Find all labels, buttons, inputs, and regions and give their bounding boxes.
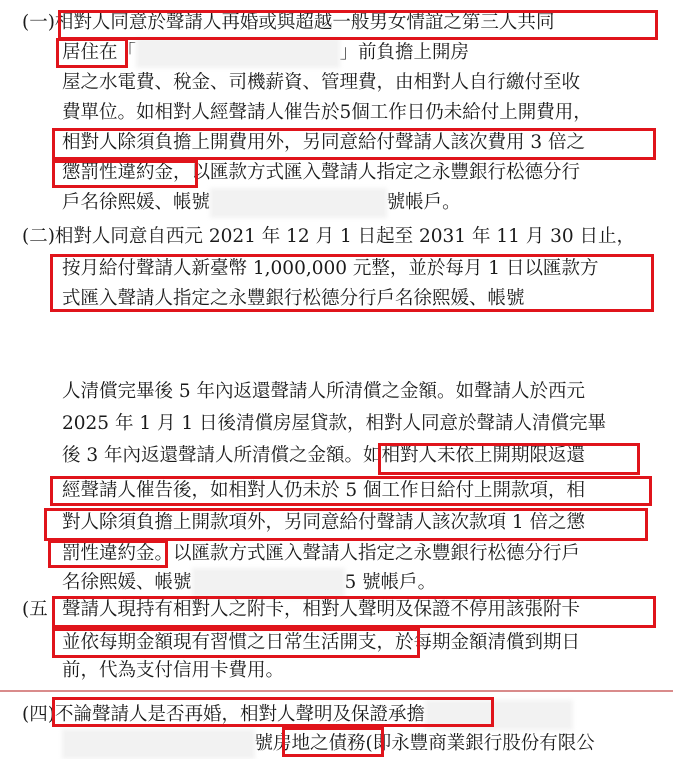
divider-line <box>0 690 673 692</box>
section5-line2 <box>62 729 595 759</box>
redacted-parcel <box>62 729 255 759</box>
section2-line2: 按月給付聲請人新臺幣 1,000,000 元整，並於每月 1 日以匯款方 <box>62 258 599 279</box>
section1-line5: 相對人除須負擔上開費用外，另同意給付聲請人該次費用 3 倍之 <box>62 132 586 153</box>
section3-line7-a: 名徐熙媛、帳號 <box>62 572 192 593</box>
section3-line6-a: 罰性違約金 <box>62 543 155 564</box>
section3-line3 <box>62 441 585 471</box>
section1-line7 <box>62 188 461 218</box>
section1-line7-b: 號帳戶。 <box>386 192 461 213</box>
section1-line2-a: 居住在「 <box>62 42 137 63</box>
section1-line6-b: ，以匯款方式匯入聲請人指定之永豐銀行松德分行 <box>173 162 581 183</box>
redacted-account-1 <box>210 188 387 218</box>
section1-line2 <box>62 38 469 68</box>
section5-line2-b: 即永豐商業銀行股份有限公 <box>372 733 595 754</box>
section1-line4: 費單位。如相對人經聲請人催告於5個工作日仍未給付上開費用， <box>62 102 592 123</box>
section4-line2 <box>62 628 580 658</box>
section2-line3: 式匯入聲請人指定之永豐銀行松德分行戶名徐熙媛、帳號 <box>62 288 525 309</box>
section1-line1: (一)相對人同意於聲請人再婚或與超越一般男女情誼之第三人共同 <box>22 12 555 33</box>
section4-line2-b: ，於每期金額清償到期日 <box>376 632 581 653</box>
redacted-address <box>136 38 340 68</box>
redacted-location <box>425 700 573 730</box>
section1-line7-a: 戶名徐熙媛、帳號 <box>62 192 211 213</box>
section3-line2: 2025 年 1 月 1 日後清償房屋貸款，相對人同意於聲請人清償完畢 <box>62 413 607 434</box>
section5-line1 <box>22 700 573 730</box>
section1-line3: 屋之水電費、稅金、司機薪資、管理費，由相對人自行繳付至收 <box>62 72 581 93</box>
section4-line2-a: 並依每期金額現有習慣之日常生活開支 <box>62 632 377 653</box>
section3-line5: 對人除須負擔上開款項外，另同意給付聲請人該次款項 1 倍之懲 <box>62 512 586 533</box>
section1-line2-b: 」前負擔上開房 <box>339 42 470 63</box>
section1-line6-a: 懲罰性違約金 <box>62 162 174 183</box>
redacted-account-2 <box>192 568 345 598</box>
section4-line1: 聲請人現持有相對人之附卡，相對人聲明及保證不停用該張附卡 <box>62 599 581 620</box>
section5-number: (四) <box>22 704 55 725</box>
section3-line7 <box>62 568 436 598</box>
section1-line6 <box>62 158 580 188</box>
section3-line3-b: 如相對人未依上開期限返還 <box>363 445 586 466</box>
section4-line3: 前，代為支付信用卡費用。 <box>62 660 285 681</box>
section3-line7-b: 5 號帳戶。 <box>344 572 437 593</box>
section3-line6 <box>62 539 580 569</box>
section5-line2-a: 號房地之債務( <box>254 733 373 754</box>
section3-line1: 人清償完畢後 5 年內返還聲請人所清償之金額。如聲請人於西元 <box>62 381 586 402</box>
section3-line4: 經聲請人催告後，如相對人仍未於 5 個工作日給付上開款項，相 <box>62 480 586 501</box>
section4-number: (五 <box>22 599 48 620</box>
section3-line6-b: 。以匯款方式匯入聲請人指定之永豐銀行松德分行戶 <box>154 543 581 564</box>
section3-line3-a: 後 3 年內返還聲請人所清償之金額。 <box>62 445 364 466</box>
section5-line1-a: 不論聲請人是否再婚，相對人聲明及保證承擔 <box>54 704 425 725</box>
section2-line1: (二)相對人同意自西元 2021 年 12 月 1 日起至 2031 年 11 月 30 日止， <box>22 226 636 247</box>
